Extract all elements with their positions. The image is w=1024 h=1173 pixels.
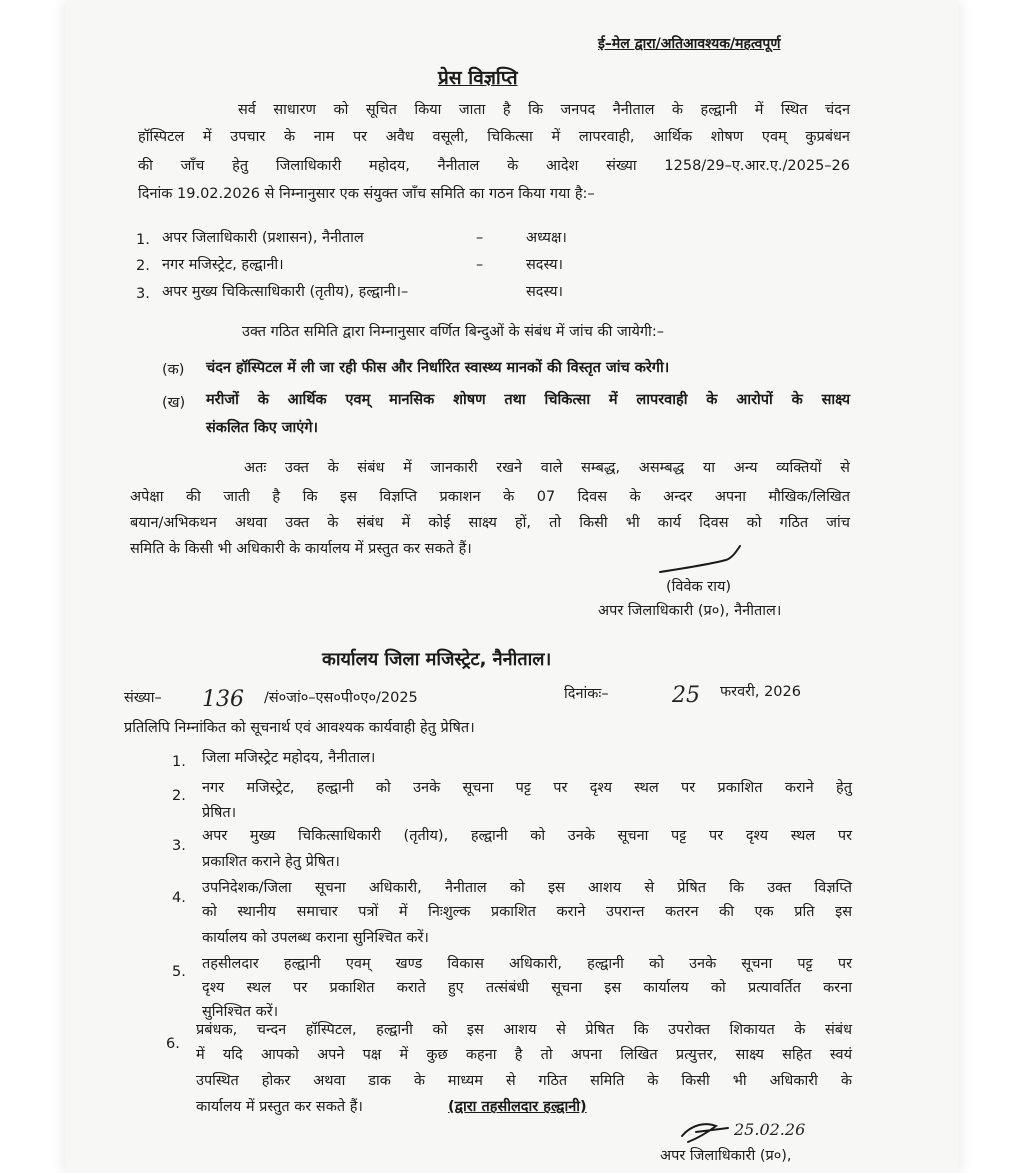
copy-text: तहसीलदार हल्द्वानी एवम् खण्ड विकास अधिकारी, हल्द्वानी को उनके सूचना पट्ट पर [202,956,852,972]
ref-label: संख्या– [124,690,162,706]
copy-text: नगर मजिस्ट्रेट, हल्द्वानी को उनके सूचना पट्ट पर दृश्य स्थल पर प्रकाशित कराने हेतु [202,780,852,796]
bottom-signature-mark [678,1118,738,1148]
committee-member: नगर मजिस्ट्रेट, हल्द्वानी। [162,257,284,273]
point-label: (क) [162,362,185,378]
committee-member: अपर जिलाधिकारी (प्रशासन), नैनीताल [162,230,364,246]
committee-dash: – [476,257,484,273]
point-text-cont: संकलित किए जाएंगे। [206,420,318,436]
office-title: कार्यालय जिला मजिस्ट्रेट, नैनीताल। [322,649,552,670]
copy-text-cont: सुनिश्चित करें। [202,1004,279,1020]
intro-line-4: दिनांक 19.02.2026 से निम्नानुसार एक संयुक्त जाँच समिति का गठन किया गया है:– [138,186,595,202]
ref-suffix: /सं०जां०–एस०पी०ए०/2025 [264,690,418,706]
copy-text: जिला मजिस्ट्रेट महोदय, नैनीताल। [202,750,376,766]
intro-line-2: हॉस्पिटल में उपचार के नाम पर अवैध वसूली, चिकित्सा में लापरवाही, आर्थिक शोषण एवम् कुप्रबंधन [138,129,850,145]
copy-text: उपनिदेशक/जिला सूचना अधिकारी, नैनीताल को इस आशय से प्रेषित कि उक्त विज्ञप्ति [202,880,852,896]
appeal-line-3: बयान/अभिकथन अथवा उक्त के संबंध में कोई साक्ष्य हों, तो किसी भी कार्य दिवस को गठित जांच [130,515,850,531]
committee-role: सदस्य। [526,257,564,273]
copy-text-cont: को स्थानीय समाचार पत्रों में निःशुल्क प्रकाशित कराने उपरान्त कतरन की एक प्रति इस [202,904,852,920]
appeal-line-1: अतः उक्त के संबंध में जानकारी रखने वाले सम्बद्ध, असम्बद्ध या अन्य व्यक्तियों से [244,460,850,476]
committee-member: अपर मुख्य चिकित्साधिकारी (तृतीय), हल्द्वानी।– [162,284,409,300]
intro-line-3: की जाँच हेतु जिलाधिकारी महोदय, नैनीताल के आदेश संख्या 1258/29–ए.आर.ए./2025–26 [138,158,850,174]
page-title: प्रेस विज्ञप्ति [438,67,518,89]
copy-num: 1. [172,754,186,770]
header-tag: ई–मेल द्वारा/अतिआवश्यक/महत्वपूर्ण [598,36,781,52]
bottom-signature-date: 25.02.26 [734,1120,806,1139]
copy-text-cont: कार्यालय को उपलब्ध कराना सुनिश्चित करें। [202,930,429,946]
copy-num: 6. [166,1036,180,1052]
copy-text-cont: कार्यालय में प्रस्तुत कर सकते हैं। [196,1099,363,1115]
points-intro: उक्त गठित समिति द्वारा निम्नानुसार वर्णित बिन्दुओं के संबंध में जांच की जायेगी:– [242,324,664,340]
point-text: चंदन हॉस्पिटल में ली जा रही फीस और निर्धारित स्वास्थ्य मानकों की विस्तृत जांच करेगी। [206,360,670,376]
ref-date-label: दिनांकः– [564,686,609,702]
committee-role: सदस्य। [526,284,564,300]
signatory-designation: अपर जिलाधिकारी (प्र०), नैनीताल। [598,603,782,619]
committee-num: 2. [136,258,150,274]
ref-number-handwritten: 136 [202,687,244,712]
copy-text: अपर मुख्य चिकित्साधिकारी (तृतीय), हल्द्वानी को उनके सूचना पट्ट पर दृश्य स्थल पर [202,828,852,844]
committee-role: अध्यक्ष। [526,230,567,246]
copy-text-cont: प्रकाशित कराने हेतु प्रेषित। [202,854,340,870]
copy-num: 4. [172,890,186,906]
appeal-line-4: समिति के किसी भी अधिकारी के कार्यालय में प्रस्तुत कर सकते हैं। [130,541,472,557]
copy-num: 3. [172,838,186,854]
point-text: मरीजों के आर्थिक एवम् मानसिक शोषण तथा चिकित्सा में लापरवाही के आरोपों के साक्ष्य [206,392,850,408]
point-label: (ख) [162,395,186,411]
copy-text-cont: में यदि आपको अपने पक्ष में कुछ कहना है तो अपना लिखित प्रत्युत्तर, साक्ष्य सहित स्वयं [196,1047,852,1063]
copy-text-cont: दृश्य स्थल पर प्रकाशित कराते हुए तत्संबंधी सूचना इस कार्यालय को प्रत्यावर्तित करना [202,980,852,996]
committee-num: 3. [136,286,150,302]
ref-day-handwritten: 25 [672,683,700,708]
committee-num: 1. [136,232,150,248]
copy-text-cont: उपस्थित होकर अथवा डाक के माध्यम से गठित समिति के किसी भी अधिकारी के [196,1073,852,1089]
handwritten-signature-mark [656,540,746,580]
copy6-tail: (द्वारा तहसीलदार हल्द्वानी) [448,1099,587,1115]
committee-dash: – [476,230,484,246]
copy-text: प्रबंधक, चन्दन हॉस्पिटल, हल्द्वानी को इस आशय से प्रेषित कि उपरोक्त शिकायत के संबंध [196,1022,852,1038]
document-page [66,0,958,1173]
bottom-designation: अपर जिलाधिकारी (प्र०), [660,1148,792,1164]
copy-text-cont: प्रेषित। [202,805,237,821]
appeal-line-2: अपेक्षा की जाती है कि इस विज्ञप्ति प्रकाशन के 07 दिवस के अन्दर अपना मौखिक/लिखित [130,489,850,505]
intro-line-1: सर्व साधारण को सूचित किया जाता है कि जनपद नैनीताल के हल्द्वानी में स्थित चंदन [238,102,850,118]
copy-intro: प्रतिलिपि निम्नांकित को सूचनार्थ एवं आवश्यक कार्यवाही हेतु प्रेषित। [124,720,475,736]
copy-num: 5. [172,964,186,980]
signatory-name: (विवेक राय) [666,579,732,595]
copy-num: 2. [172,788,186,804]
ref-month-year: फरवरी, 2026 [720,684,801,700]
